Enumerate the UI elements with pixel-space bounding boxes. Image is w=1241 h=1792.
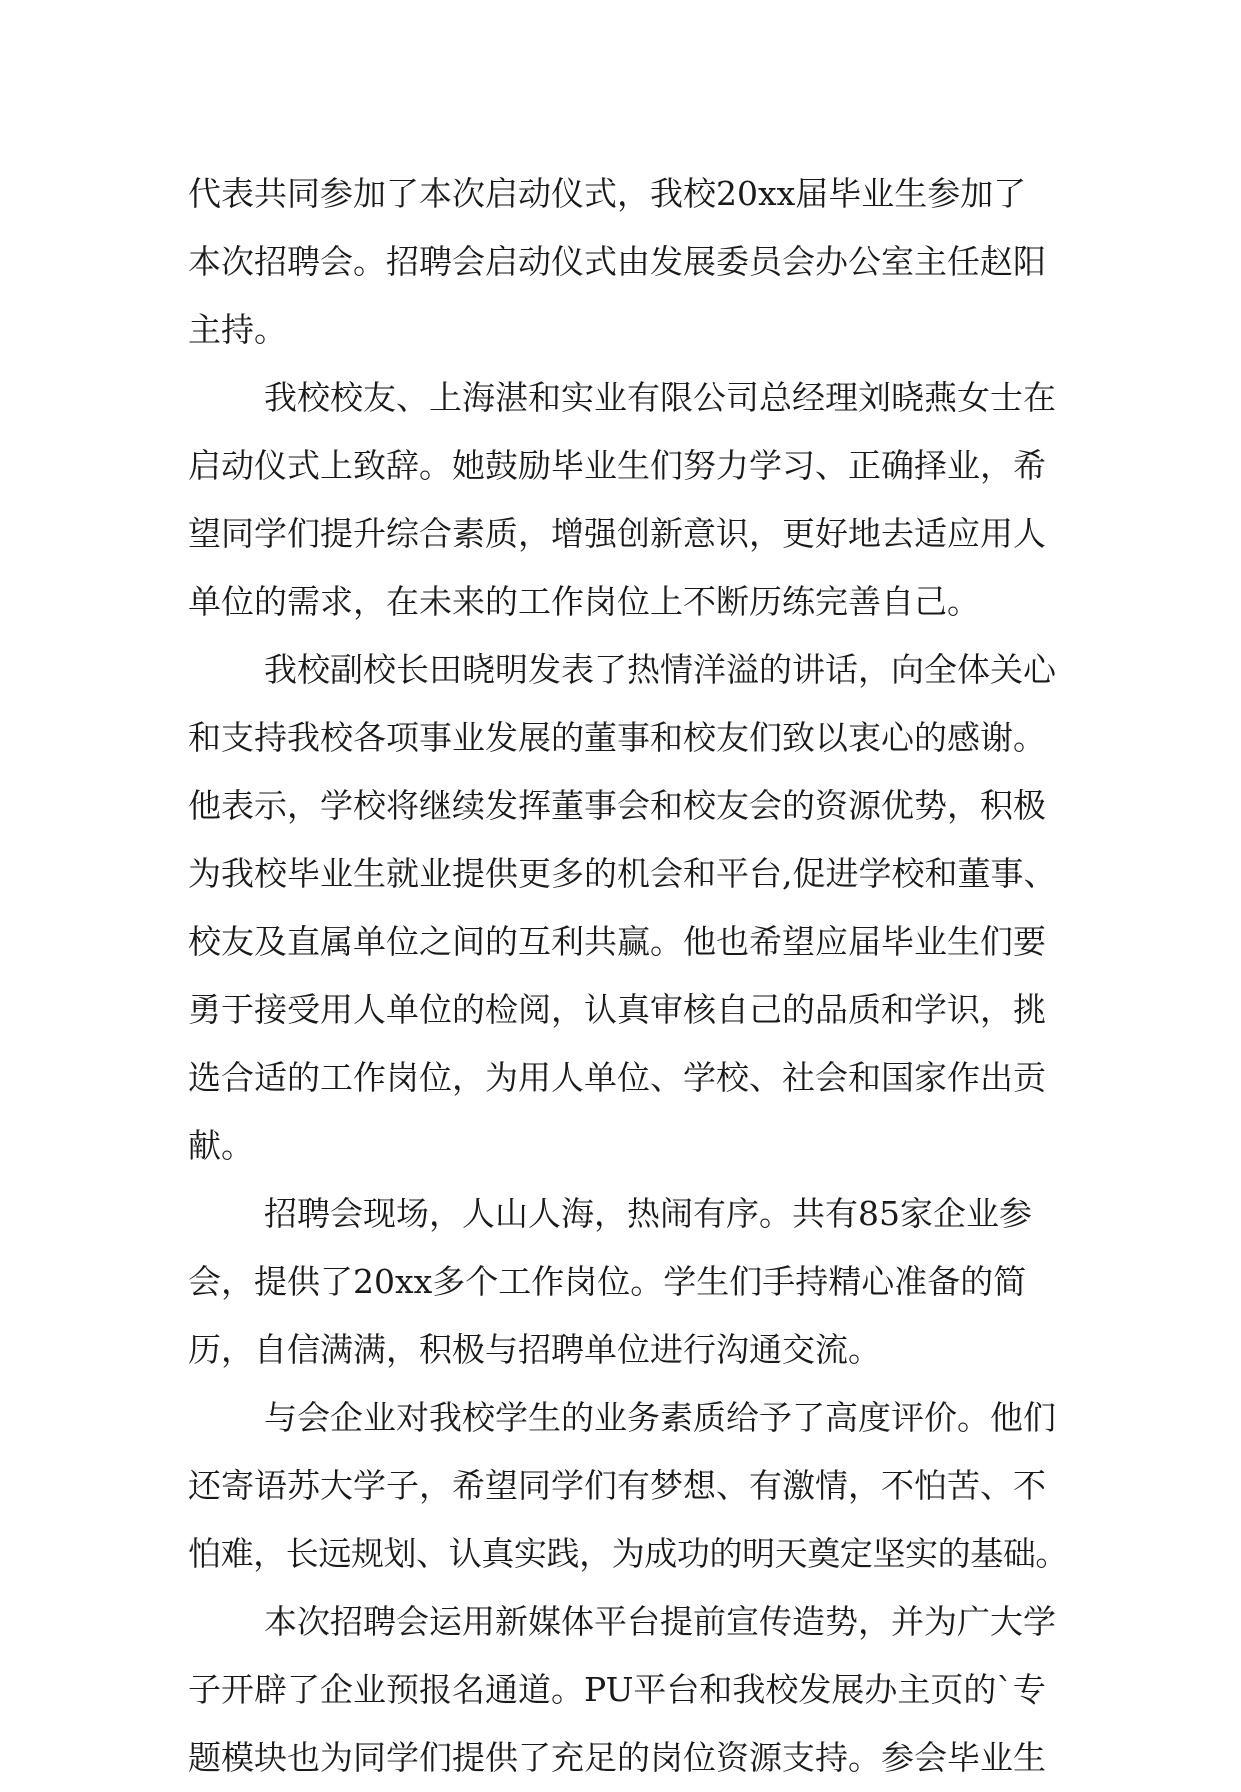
text-line: 子开辟了企业预报名通道。PU平台和我校发展办主页的`专 <box>188 1670 1046 1709</box>
text-line: 本次招聘会运用新媒体平台提前宣传造势，并为广大学 <box>264 1602 1056 1641</box>
text-line: 代表共同参加了本次启动仪式，我校20xx届毕业生参加了 <box>188 174 1027 213</box>
text-line: 为我校毕业生就业提供更多的机会和平台,促进学校和董事、 <box>188 854 1057 893</box>
text-line: 我校副校长田晓明发表了热情洋溢的讲话，向全体关心 <box>264 650 1056 689</box>
text-line: 选合适的工作岗位，为用人单位、学校、社会和国家作出贡 <box>188 1058 1046 1097</box>
text-line: 与会企业对我校学生的业务素质给予了高度评价。他们 <box>264 1398 1056 1437</box>
text-line: 和支持我校各项事业发展的董事和校友们致以衷心的感谢。 <box>188 718 1046 757</box>
text-line: 望同学们提升综合素质，增强创新意识，更好地去适应用人 <box>188 514 1046 553</box>
text-line: 主持。 <box>188 310 287 349</box>
text-line: 题模块也为同学们提供了充足的岗位资源支持。参会毕业生 <box>188 1738 1046 1777</box>
text-line: 本次招聘会。招聘会启动仪式由发展委员会办公室主任赵阳 <box>188 242 1046 281</box>
text-line: 我校校友、上海湛和实业有限公司总经理刘晓燕女士在 <box>264 378 1056 417</box>
text-line: 怕难，长远规划、认真实践，为成功的明天奠定坚实的基础。 <box>188 1534 1069 1573</box>
text-line: 勇于接受用人单位的检阅，认真审核自己的品质和学识，挑 <box>188 990 1046 1029</box>
text-line: 他表示，学校将继续发挥董事会和校友会的资源优势，积极 <box>188 786 1046 825</box>
text-line: 会，提供了20xx多个工作岗位。学生们手持精心准备的简 <box>188 1262 1027 1301</box>
text-line: 校友及直属单位之间的互利共赢。他也希望应届毕业生们要 <box>188 922 1046 961</box>
text-line: 单位的需求，在未来的工作岗位上不断历练完善自己。 <box>188 582 980 621</box>
text-line: 还寄语苏大学子，希望同学们有梦想、有激情，不怕苦、不 <box>188 1466 1046 1505</box>
text-line: 献。 <box>188 1126 254 1165</box>
document-body <box>188 160 1068 1792</box>
text-line: 历，自信满满，积极与招聘单位进行沟通交流。 <box>188 1330 881 1369</box>
text-line: 启动仪式上致辞。她鼓励毕业生们努力学习、正确择业，希 <box>188 446 1046 485</box>
text-line: 招聘会现场，人山人海，热闹有序。共有85家企业参 <box>264 1194 1032 1233</box>
